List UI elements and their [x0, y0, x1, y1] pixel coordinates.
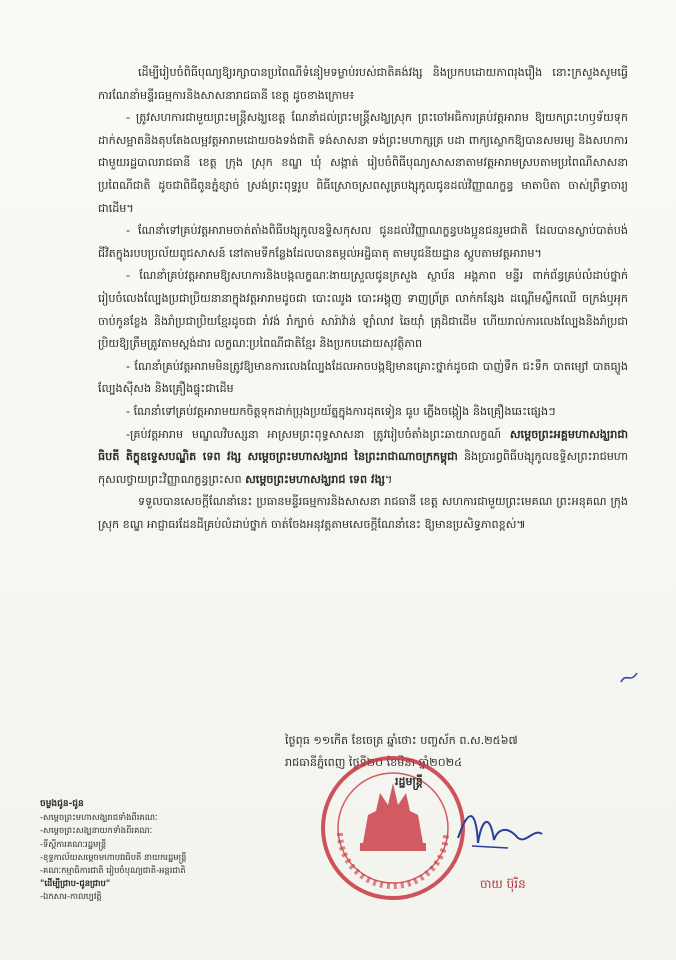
recipient-item: -ទីស្តីការគណៈរដ្ឋមន្ត្រី [40, 838, 107, 849]
date-lunar: ថ្ងៃពុធ ១១កើត ខែចេត្រ ឆ្នាំថោះ បញ្ចស័ក ព.ស.២៥៦៧ [285, 734, 518, 747]
recipient-item: "ដើម្បីជ្រាប-ជូនជ្រាប" [40, 878, 111, 889]
paragraph-item-2: - ណែនាំទៅគ្រប់វត្តអារាមចាត់តាំងពិធីបង្សុកូលឧទ្ទិសកុសល ជូនដល់វិញ្ញាណក្ខន្ធបងប្អូនជនរួមជាតិ ដែលបានស្លាប់បាត់បង់ជីវិតក្នុងរបបប្រល័យពូជសាសន៍ នៅតាមទីកន្លែងដែលបានតម្កល់អដ្ឋិធាតុ តាមបូជនីយដ្ឋាន ស្តូបតាមវត្តអារាម។ [98, 224, 628, 260]
paragraph-item-6-end: ។ [385, 472, 393, 486]
paragraph-item-6-lead: -គ្រប់វត្តអារាម មណ្ឌលវិបស្សនា អាស្រមព្រះពុទ្ធសាសនា ត្រូវរៀបចំតាំងព្រះឆាយាលក្ខណ៍ [126, 427, 510, 441]
paragraph-item-1: - ត្រូវសហការជាមួយព្រះមន្ត្រីសង្ឃខេត្ត ណែនាំដល់ព្រះមន្ត្រីសង្ឃស្រុក ព្រះចៅអធិការគ្រប់វត្តអារាម ឱ្យយកព្រះហឫទ័យទុកដាក់សម្អាតនិងតុបតែងលម្អវត្តអារាមដោយចងទង់ជាតិ ទង់សាសនា ទង់ព្រះមហាក្សត្រ បដា ពាក្យស្លោកឱ្យបានសមរម្យ និងសហការជាមួយរដ្ឋបាលរាជធានី ខេត្ត ក្រុង ស្រុក ខណ្ឌ ឃុំ សង្កាត់ រៀបចំពិធីបុណ្យសាសនាតាមវត្តអារាមស្របតាមប្រពៃណីសាសនា ប្រពៃណីជាតិ ដូចជាពិធីពូនភ្នំខ្សាច់ ស្រង់ព្រះពុទ្ធរូប ពិធីស្រោចស្រពសូត្របង្សុកូលជូនដល់វិញ្ញាណក្ខន្ធ មាតាបិតា ចាស់ព្រឹទ្ធាចារ្យជាដើម។ [98, 111, 628, 215]
date-solar: រាជធានីភ្នំពេញ ថ្ងៃទី២០ ខែមីនា ឆ្នាំ២០២៤ [285, 756, 463, 769]
recipients-heading: ចម្លងជូន-ជូន [40, 799, 84, 809]
recipient-item: -គណៈកម្មាធិការជាតិ រៀបចំបុណ្យជាតិ-អន្តរជាតិ [40, 865, 186, 876]
recipient-item: -ឯកសារ-កាលប្បវត្តិ [40, 891, 102, 902]
paragraph-item-6-bold2: សម្តេចព្រះមហាសង្ឃរាជ ទេព វង្ស [245, 472, 386, 486]
signer-title: រដ្ឋមន្ត្រី [395, 775, 423, 788]
paragraph-item-4: - ណែនាំគ្រប់វត្តអារាមមិនត្រូវឱ្យមានការលេងល្បែងដែលអាចបង្កឱ្យមានគ្រោះថ្នាក់ដូចជា បាញ់ទឹក ជះទឹក បាតម្សៅ បាតធ្យូង ល្បែងស៊ីសង និងគ្រឿងផ្ទុះជាដើម [98, 359, 628, 396]
signature-icon [448, 798, 548, 858]
paragraph-item-6-tail: និងប្រារព្ធពិធីបង្សុកូលឧទ្ទិសព្រះរាជមហាកុសលថ្វាយព្រះវិញ្ញាណក្ខន្ធព្រះសព [98, 450, 628, 486]
paragraph-item-6 [98, 424, 628, 492]
signer-name: ចាយ ប៊ុរិន [480, 877, 526, 891]
handwritten-mark-icon [618, 668, 640, 688]
recipient-item: -សម្តេចព្រះសង្ឃនាយកទាំងពីរគណៈ [40, 825, 153, 836]
paragraph-item-5: - ណែនាំទៅគ្រប់វត្តអារាមយកចិត្តទុកដាក់ប្រុងប្រយ័ត្នក្នុងការដុតទៀន ធូប ភ្លើងចង្កៀង និងគ្រឿងឆេះផ្សេងៗ [126, 404, 556, 418]
recipients-list [40, 798, 320, 904]
recipient-item: -សម្តេចព្រះមហាសង្ឃរាជទាំងពីរគណៈ [40, 812, 158, 823]
paragraph-item-6-bold: សម្តេចព្រះអគ្គមហាសង្ឃរាជាធិបតី តិក្ខុឧទ្ទេសបណ្ឌិត ទេព វង្ស សម្តេចព្រះមហាសង្ឃរាជ នៃព្រះរាជាណាចក្រកម្ពុជា [98, 427, 628, 464]
ministry-seal-icon [318, 753, 468, 903]
letter-body [98, 62, 628, 536]
paragraph-intro: ដើម្បីរៀបចំពិធីបុណ្យឱ្យរក្សាបានប្រពៃណីទំនៀមទម្លាប់របស់ជាតិគង់វង្ស និងប្រកបដោយភាពរុងរឿង នោះក្រសួងសូមធ្វើការណែនាំមន្ទីរធម្មការនិងសាសនារាជធានី ខេត្ត ដូចខាងក្រោម៖ [98, 66, 628, 102]
recipient-item: -ខុទ្ទកាល័យសម្តេចមហាបវរធិបតី នាយករដ្ឋមន្ត្រី [40, 851, 187, 862]
paragraph-item-3: - ណែនាំគ្រប់វត្តអារាមឱ្យសហការនិងបង្កលក្ខណៈងាយស្រួលជូនក្រសួង ស្ថាប័ន អង្គភាព មន្ទីរ ពាក់ព័ន្ធគ្រប់លំដាប់ថ្នាក់ រៀបចំលេងល្បែងប្រជាប្រិយនានាក្នុងវត្តអារាមដូចជា បោះឈូង បោះអង្គុញ ទាញព្រ័ត្រ លាក់កន្សែង ដណ្តើមស្លឹកឈើ ចក្រង់ឬអុក ចាប់កូនខ្លែង និងរាំប្រជាប្រិយខ្មែរដូចជា រាំវង់ រាំក្បាច់ សារ៉ាវ៉ាន់ ឡាំលាវ ឆៃយ៉ាំ ត្រុដិជាដើម ហើយរាល់ការលេងល្បែងនិងរាំប្រជាប្រិយឱ្យត្រឹមត្រូវតាមស្តង់ដារ លក្ខណៈប្រពៃណីជាតិខ្មែរ និងប្រកបដោយសុវត្ថិភាព [98, 269, 628, 351]
paragraph-closing: ទទួលបានសេចក្តីណែនាំនេះ ប្រធានមន្ទីរធម្មការនិងសាសនា រាជធានី ខេត្ត សហការជាមួយព្រះមេគណ ព្រះអនុគណ ក្រុង ស្រុក ខណ្ឌ អាជ្ញាធរដែនដីគ្រប់លំដាប់ថ្នាក់ ចាត់ចែងអនុវត្តតាមសេចក្តីណែនាំនេះ ឱ្យមានប្រសិទ្ធភាពខ្ពស់៕ [98, 495, 628, 531]
